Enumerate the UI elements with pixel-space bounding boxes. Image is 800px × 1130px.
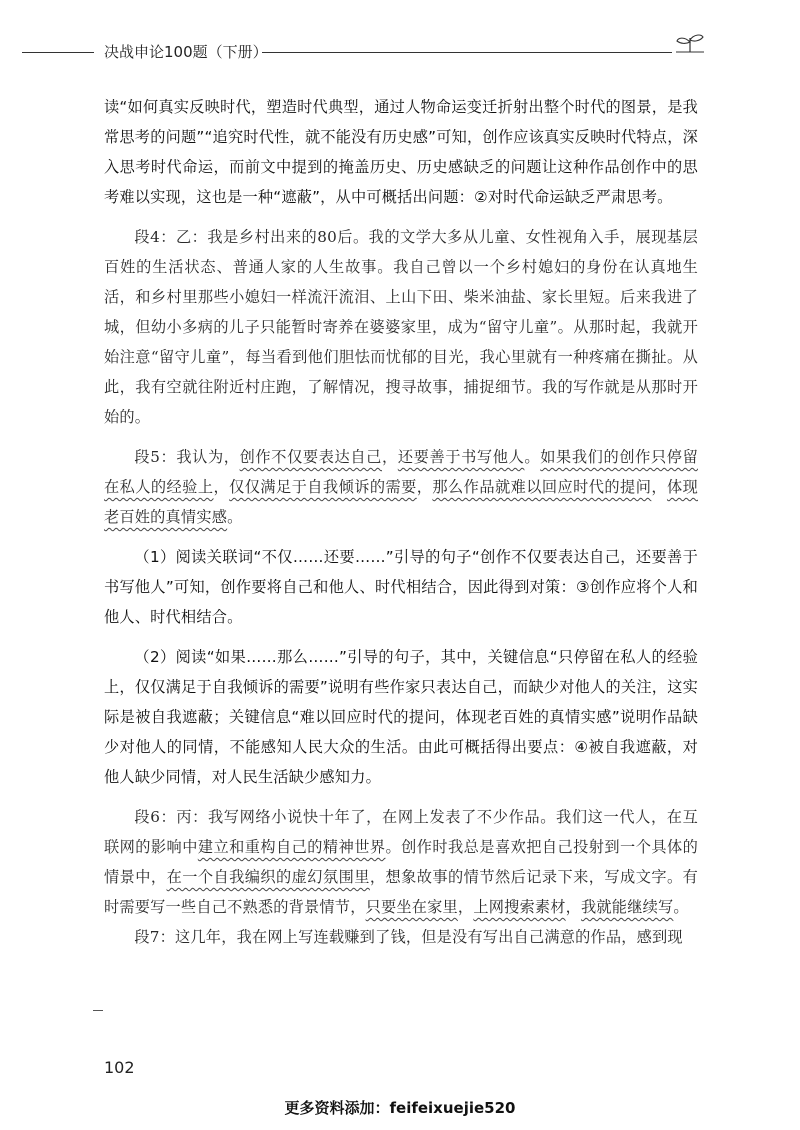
text-run: ，想象故事的情节然后记录下来，写成文字。有时需要写一些自己不熟悉的背景情节， <box>104 868 698 916</box>
text-run: 。 <box>524 448 541 466</box>
text-run: ， <box>382 448 398 466</box>
wavy-underlined-text: 还要善于书写他人 <box>397 448 525 466</box>
wavy-underlined-text: 如果我们的创作只停留在私人的经验上 <box>104 448 698 496</box>
material-paragraph-6 <box>104 802 698 922</box>
text-run: 。 <box>673 898 689 916</box>
margin-mark <box>93 1010 103 1011</box>
wavy-underlined-text: 体现老百姓的真情实感 <box>104 478 698 526</box>
wavy-underlined-text: 创作不仅要表达自己 <box>239 448 382 466</box>
analysis-paragraph-3: （2）阅读“如果……那么……”引导的句子，其中，关键信息“只停留在私人的经验上，仅仅满足于自我倾诉的需要”说明有些作家只表达自己，而缺少对他人的关注，这实际是被自我遮蔽；关键信息“难以回应时代的提问，体现老百姓的真情实感”说明作品缺少对他人的同情，不能感知人民大众的生活。由此可概括得出要点：④被自我遮蔽，对他人缺少同情，对人民生活缺少感知力。 <box>104 648 698 786</box>
page-body <box>104 92 698 952</box>
header-rule-left <box>22 52 94 53</box>
material-paragraph-4: 段4：乙：我是乡村出来的80后。我的文学大多从儿童、女性视角入手，展现基层百姓的生活状态、普通人家的人生故事。我自己曾以一个乡村媳妇的身份在认真地生活，和乡村里那些小媳妇一样流汗流泪、上山下田、柴米油盐、家长里短。后来我进了城，但幼小多病的儿子只能暂时寄养在婆婆家里，成为“留守儿童”。从那时起，我就开始注意“留守儿童”，每当看到他们胆怯而忧郁的目光，我心里就有一种疼痛在撕扯。从此，我有空就往附近村庄跑，了解情况，搜寻故事，捕捉细节。我的写作就是从那时开始的。 <box>104 228 698 426</box>
text-run: 段5：我认为， <box>134 448 240 466</box>
wavy-underlined-text: 在一个自我编织的虚幻氛围里 <box>166 868 370 886</box>
header-rule-right <box>262 52 672 53</box>
analysis-paragraph-2: （1）阅读关联词“不仅……还要……”引导的句子“创作不仅要表达自己，还要善于书写他人”可知，创作要将自己和他人、时代相结合，因此得到对策：③创作应将个人和他人、时代相结合。 <box>104 548 698 626</box>
wavy-underlined-text: 那么作品就难以回应时代的提问 <box>432 478 652 496</box>
footer-contact: 更多资料添加：feifeixuejie520 <box>284 1099 516 1117</box>
wavy-underlined-text: 只要坐在家里 <box>365 898 458 916</box>
wavy-underlined-text: 我就能继续写 <box>581 898 674 916</box>
running-header <box>0 38 800 68</box>
book-title: 决战申论100题（下册） <box>104 43 268 61</box>
sprout-icon <box>672 32 708 58</box>
text-run: 。 <box>227 508 243 526</box>
wavy-underlined-text: 建立和重构自己的精神世界 <box>197 838 386 856</box>
text-run: 。创作时我总是喜欢把自己投射到一个具体的情景中， <box>104 838 698 886</box>
text-run: 段6：丙：我写网络小说快十年了，在网上发表了不少作品。我们这一代人，在互联网的影响中 <box>104 808 698 856</box>
wavy-underlined-text: 上网搜索素材 <box>473 898 566 916</box>
text-run: ， <box>457 898 474 916</box>
text-run: ， <box>651 478 667 496</box>
text-run: ， <box>213 478 230 496</box>
text-run: ， <box>416 478 433 496</box>
material-paragraph-7: 段7：这几年，我在网上写连载赚到了钱，但是没有写出自己满意的作品，感到现 <box>134 928 683 946</box>
material-paragraph-5 <box>104 442 698 532</box>
analysis-paragraph-1: 读“如何真实反映时代，塑造时代典型，通过人物命运变迁折射出整个时代的图景，是我常思考的问题”“追究时代性，就不能没有历史感”可知，创作应该真实反映时代特点，深入思考时代命运，而前文中提到的掩盖历史、历史感缺乏的问题让这种作品创作中的思考难以实现，这也是一种“遮蔽”，从中可概括出问题：②对时代命运缺乏严肃思考。 <box>104 98 698 206</box>
text-run: ， <box>565 898 582 916</box>
wavy-underlined-text: 仅仅满足于自我倾诉的需要 <box>229 478 417 496</box>
page-number: 102 <box>104 1058 135 1077</box>
